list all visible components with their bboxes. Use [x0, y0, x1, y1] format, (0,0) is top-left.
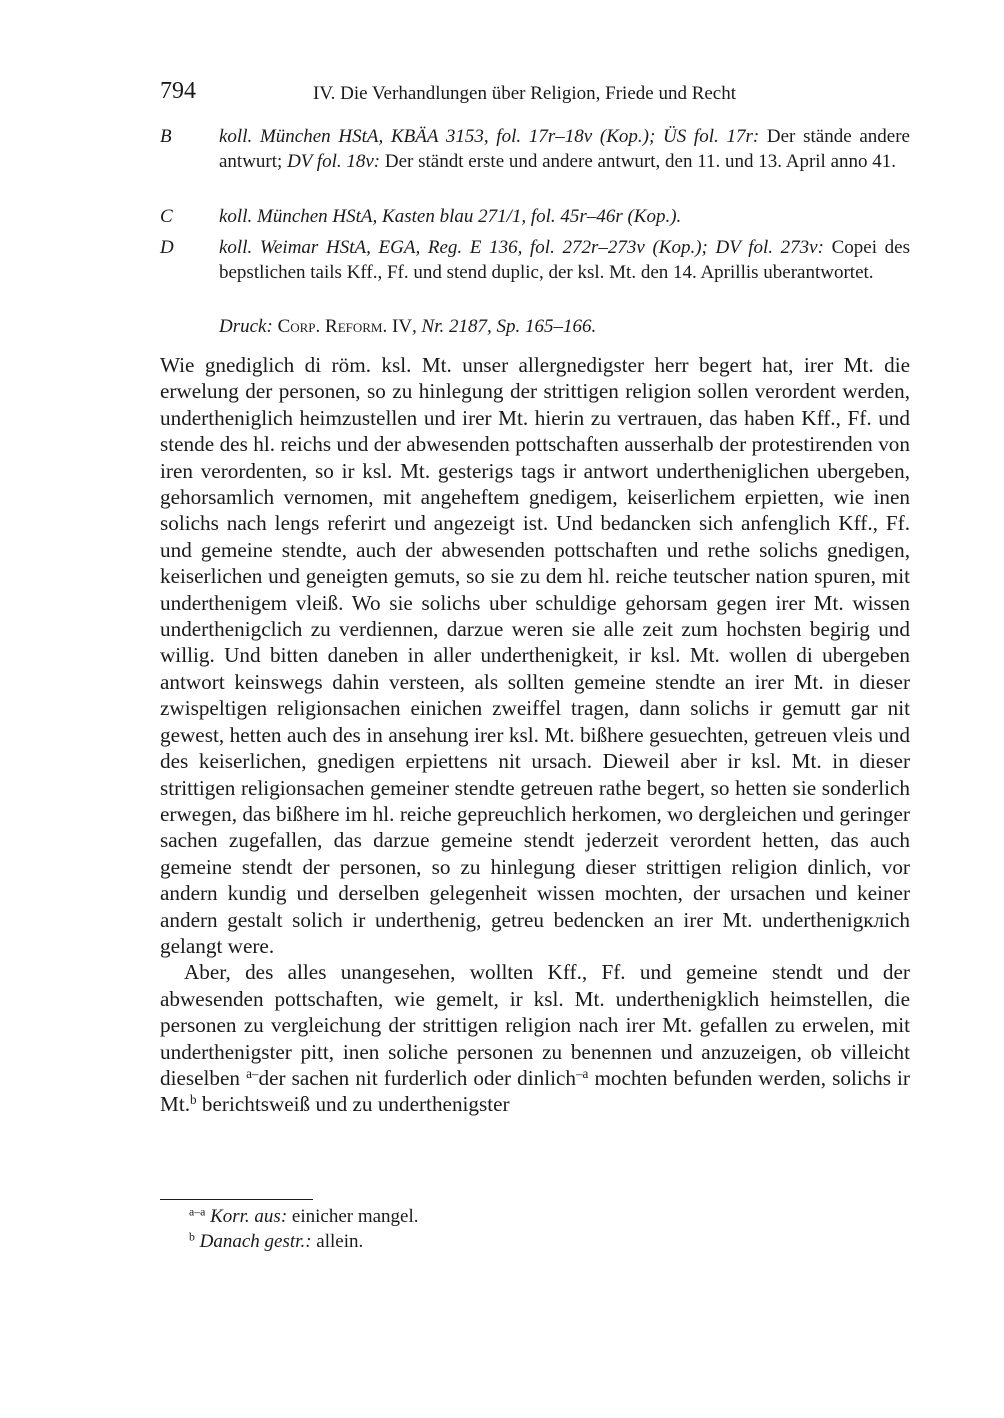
source-text: koll. München HStA, Kasten blau 271/1, fol. 45r–46r (Kop.).	[219, 206, 682, 227]
source-entry-d	[160, 235, 910, 285]
source-entry-c	[160, 204, 910, 229]
footnote: $^{a-a}$ Korr. aus: einicher mangel.	[189, 1205, 419, 1227]
source-siglum: D	[160, 237, 174, 258]
footnote-mark: b	[189, 1230, 195, 1244]
footnote-mark: a–a	[189, 1205, 206, 1219]
footnote-rule	[160, 1199, 313, 1200]
paragraph: Wie gnediglich di röm. ksl. Mt. unser allergnedigster herr begert hat, irer Mt. die erwelung der personen, so zu hinlegung der strittigen religion sollen verordent werden, undertheniglich heimzustellen und irer Mt. hierin zu vertrauen, das haben Kff., Ff. und stende des hl. reichs und der abwesenden pottschaften ausserhalb der protestirenden von iren verordenten, so ir ksl. Mt. gesterigs tags ir antwort undertheniglichen ubergeben, gehorsamlich vernomen, mit angeheftem gnedigem, keiserlichem erpietten, wie inen solichs nach lengs referirt und angezeigt ist. Und bedancken sich anfenglich Kff., Ff. und gemeine stendte, auch der abwesenden pottschaften und rethe solichs gnedigen, keiserlichen und geneigten gemuts, so sie zu dem hl. reiche teutscher nation spuren, mit underthenigem vleiß. Wo sie solichs uber schuldige gehorsam gegen irer Mt. wissen underthenigclich zu verdiennen, darzue weren sie alle zeit zum hochsten begirig und willig. Und bitten daneben in aller underthenigkeit, ir ksl. Mt. wollen di ubergeben antwort keinswegs dahin versteen, als sollten gemeine stendte an irer Mt. in dieser zwispeltigen religionsachen einichen zweiffel tragen, dann solichs ir gemutt gar nit gewest, hetten auch des in ansehung irer ksl. Mt. bißhere gesuechten, getreuen vleis und des keiserlichen, gnedigen erpiettens nit ursach. Dieweil aber ir ksl. Mt. in dieser strittigen religionsachen gemeiner stendte getreuen rathe begert, so hetten sie sonderlich erwegen, das bißhere im hl. reiche gepreuchlich herkomen, wo dergleichen und geringer sachen zugefallen, das darzue gemeine stendt jederzeit verordent hetten, das auch gemeine stendt der personen, so zu hinlegung dieser strittigen religion dinlich, vor andern kundig und derselben gelegenheit wissen mochten, der ursachen und keiner andern gestalt solich ir underthenig, getreu bedencken an irer Mt. underthenigклich gelangt were.	[160, 353, 910, 958]
note-mark: –a	[575, 1065, 589, 1081]
paragraph: Aber, des alles unangesehen, wollten Kff., Ff. und gemeine stendt und der abwesenden pottschaften, wie gemelt, ir ksl. Mt. underthenigklich heimstellen, die personen zu vergleichung der strittigen religion nach irer Mt. gefallen zu erwelen, mit underthenigster pitt, inen soliche personen zu benennen und anzuzeigen, ob villeicht dieselben $^{a-}$der sachen nit furderlich oder dinlich$^{-a}$ mochten befunden werden, solichs ir Mt.$^b$ berichtsweiß und zu underthenigster	[160, 960, 910, 1117]
running-title: IV. Die Verhandlungen über Religion, Friede und Recht	[313, 83, 737, 104]
print-note: Druck: Corp. Reform. IV, Nr. 2187, Sp. 165–166.	[219, 316, 597, 337]
source-siglum: C	[160, 206, 173, 227]
source-text: koll. Weimar HStA, EGA, Reg. E 136, fol. 272r–273v (Kop.); DV fol. 273v: Copei des bepstlichen tails Kff., Ff. und stend duplic, der ksl. Mt. den 14. Aprillis uberantwortet.	[219, 237, 910, 283]
source-text: koll. München HStA, KBÄA 3153, fol. 17r–18v (Kop.); ÜS fol. 17r: Der stände andere antwurt; DV fol. 18v: Der ständt erste und andere antwurt, den 11. und 13. April anno 41.	[219, 126, 910, 172]
page-number: 794	[160, 78, 196, 104]
footnote: $^b$ Danach gestr.: allein.	[189, 1230, 364, 1252]
note-mark: b	[190, 1092, 197, 1108]
note-mark: a–	[246, 1065, 259, 1081]
page-header	[160, 78, 910, 108]
source-entry-b	[160, 124, 910, 174]
main-text	[160, 352, 910, 1118]
source-siglum: B	[160, 126, 172, 147]
